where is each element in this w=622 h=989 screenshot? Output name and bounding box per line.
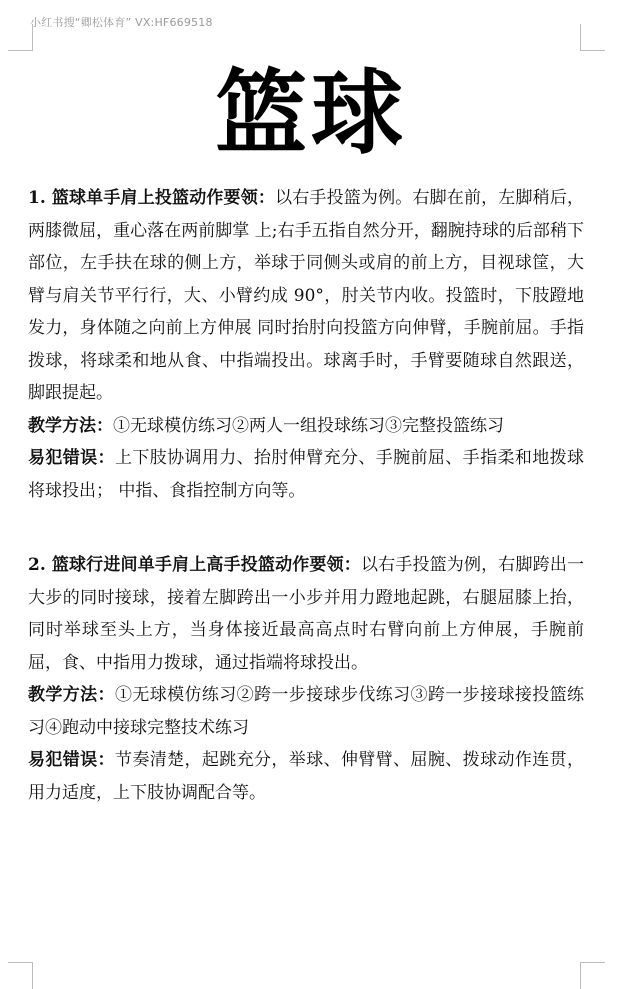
section-1-errors: [28, 442, 584, 507]
section-1-body: 以右手投篮为例。右脚在前，左脚稍后，两膝微屈，重心落在两前脚掌 上;右手五指自然分开，翻腕持球的后部稍下部位，左手扶在球的侧上方，举球于同侧头或肩的前上方，目视球筐，大臂与肩关节平行行，大、小臂约成 90°，肘关节内收。投篮时，下肢蹬地发力，身体随之向前上方伸展 同时抬肘向投篮方向伸臂，手腕前屈。手指拨球，将球柔和地从食、中指端投出。球离手时，手臂要随球自然跟送，脚跟提起。: [28, 188, 584, 403]
section-2-method-text: ①无球模仿练习②跨一步接球步伐练习③跨一步接球接投篮练习④跑动中接球完整技术练习: [28, 685, 585, 738]
section-2-errors: [28, 744, 584, 809]
section-2-errors-label: 易犯错误：: [28, 750, 115, 770]
document-body: [28, 182, 584, 809]
section-2-heading: 2. 篮球行进间单手肩上高手投篮动作要领：: [28, 555, 361, 575]
crop-mark-bottom-left: [8, 962, 33, 989]
document-title: 篮球: [214, 59, 407, 167]
section-1-method: [28, 410, 584, 443]
section-spacer: [28, 507, 584, 549]
section-1-errors-label: 易犯错误：: [28, 448, 115, 468]
section-1-errors-text: 上下肢协调用力、抬肘伸臂充分、手腕前屈、手指柔和地拨球将球投出； 中指、食指控制方向等。: [28, 448, 585, 501]
section-1-essentials: [28, 182, 584, 410]
watermark-text: 小红书搜“卿松体育” VX:HF669518: [30, 16, 213, 29]
section-1-method-text: ①无球模仿练习②两人一组投球练习③完整投篮练习: [113, 415, 504, 436]
section-2-method-label: 教学方法：: [28, 685, 115, 705]
crop-mark-top-left: [8, 24, 33, 51]
crop-mark-top-right: [580, 24, 605, 51]
section-1-method-label: 教学方法：: [28, 415, 113, 436]
section-2-body: 以右手投篮为例，右脚跨出一大步的同时接球，接着左脚跨出一小步并用力蹬地起跳，右腿屈膝上抬，同时举球至头上方，当身体接近最高高点时右臂向前上方伸展，手腕前屈，食、中指用力拨球，通过指端将球投出。: [28, 555, 584, 673]
section-2-errors-text: 节奏清楚，起跳充分，举球、伸臂臂、屈腕、拨球动作连贯，用力适度，上下肢协调配合等。: [28, 750, 585, 803]
section-1-heading: 1. 篮球单手肩上投篮动作要领：: [28, 188, 276, 208]
crop-mark-bottom-right: [580, 962, 605, 989]
section-2-essentials: [28, 549, 584, 679]
section-2-method: [28, 679, 584, 744]
